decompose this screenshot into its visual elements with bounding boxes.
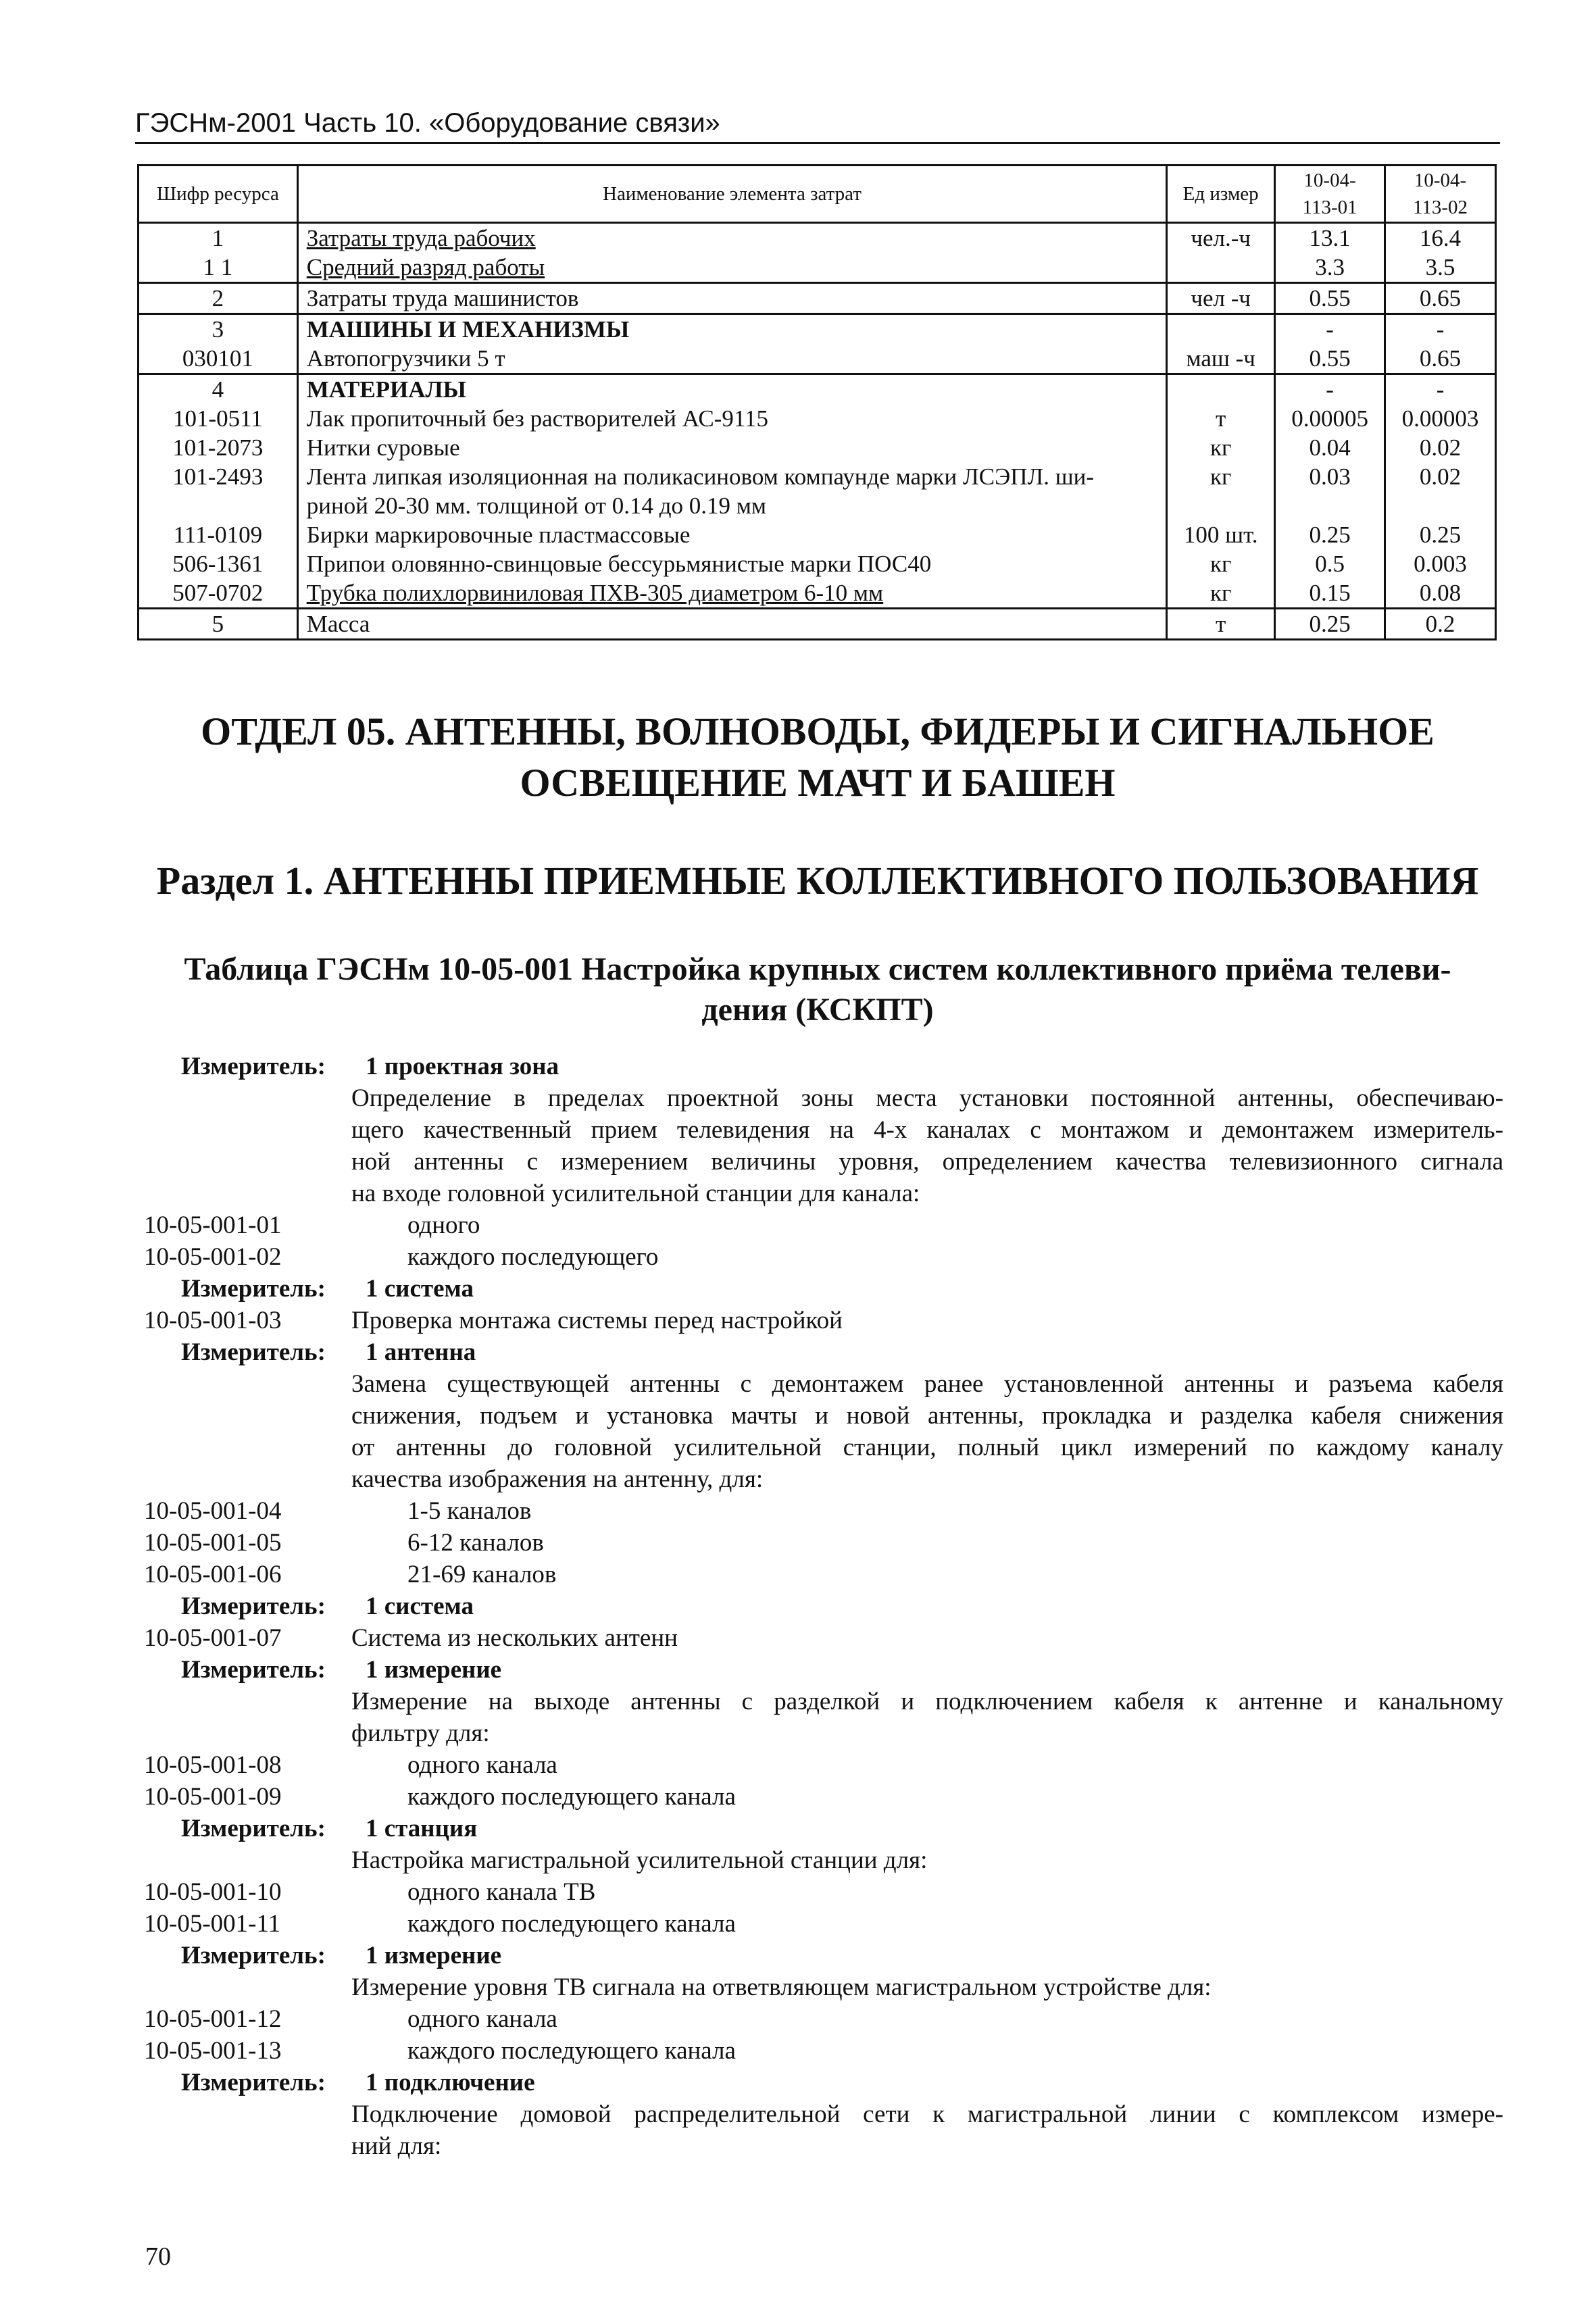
- table-row: 5 Масса т 0.25 0.2: [139, 609, 1496, 640]
- measure-line: Измеритель: 1 измерение: [181, 1942, 502, 1969]
- measure-line: Измеритель: 1 система: [181, 1592, 474, 1620]
- measure-line: Измеритель: 1 станция: [181, 1815, 478, 1842]
- measure-line: Измеритель: 1 проектная зона: [181, 1053, 559, 1080]
- norm-item: 10-05-001-05 6-12 каналов: [144, 1529, 544, 1557]
- running-header: ГЭСНм-2001 Часть 10. «Оборудование связи»: [135, 108, 720, 138]
- section-title: Раздел 1. АНТЕННЫ ПРИЕМНЫЕ КОЛЛЕКТИВНОГО ПОЛЬЗОВАНИЯ: [156, 859, 1479, 903]
- measure-line: Измеритель: 1 антенна: [181, 1338, 476, 1366]
- table-row: 101-2073 Нитки суровые кг 0.04 0.02: [139, 433, 1496, 462]
- norm-item: 10-05-001-03 Проверка монтажа системы перед настройкой: [144, 1307, 843, 1334]
- work-description: Замена существующей антенны с демонтажем ранее установленной антенны и разъема кабеля снижения, подъем и установка мачты и новой антенны, прокладка и разделка кабеля снижения от антенны до головной усилительной станции, полный цикл измерений по каждому каналу качества изображения на антенну, для:: [351, 1370, 1503, 1493]
- col-header-unit: Ед измер: [1167, 166, 1275, 223]
- table-row: 111-0109 Бирки маркировочные пластмассовые 100 шт. 0.25 0.25: [139, 520, 1496, 549]
- table-row: 4 МАТЕРИАЛЫ - -: [139, 374, 1496, 405]
- table-row: 3 МАШИНЫ И МЕХАНИЗМЫ - -: [139, 314, 1496, 345]
- norm-item: 10-05-001-09 каждого последующего канала: [144, 1783, 736, 1811]
- norm-item: 10-05-001-04 1-5 каналов: [144, 1497, 532, 1525]
- col-header-norm-2: 10-04- 113-02: [1385, 166, 1496, 223]
- page-number: 70: [145, 2242, 171, 2271]
- work-description: Определение в пределах проектной зоны места установки постоянной антенны, обеспечиваю- щего качественный прием телевидения на 4-х каналах с монтажом и демонтажем измеритель- ной антенны с измерением величины уровня, определением качества телевизионного сигнала на входе головной усилительной станции для канала:: [351, 1084, 1503, 1207]
- norm-item: 10-05-001-08 одного канала: [144, 1751, 557, 1779]
- table-row: 101-0511 Лак пропиточный без растворителей АС-9115 т 0.00005 0.00003: [139, 404, 1496, 433]
- work-description: Измерение на выходе антенны с разделкой и подключением кабеля к антенне и канальному фильтру для:: [351, 1688, 1503, 1747]
- table-row: 506-1361 Припои оловянно-свинцовые бессурьмянистые марки ПОС40 кг 0.5 0.003: [139, 549, 1496, 578]
- work-description: Подключение домовой распределительной сети к магистральной линии с комплексом измере- ний для:: [351, 2101, 1503, 2160]
- table-header-row: [139, 166, 1496, 223]
- norm-specification: [144, 1051, 1502, 2162]
- norm-item: 10-05-001-01 одного: [144, 1211, 480, 1239]
- table-row: 101-2493 Лента липкая изоляционная на поликасиновом компаунде марки ЛСЭПЛ. ши- риной 20-30 мм. толщиной от 0.14 до 0.19 мм кг 0.03 0.02: [139, 462, 1496, 520]
- norm-item: 10-05-001-02 каждого последующего: [144, 1243, 659, 1271]
- col-header-code: Шифр ресурса: [139, 166, 298, 223]
- table-row: 507-0702 Трубка полихлорвиниловая ПХВ-305 диаметром 6-10 мм кг 0.15 0.08: [139, 578, 1496, 609]
- table-row: 1 1 Средний разряд работы 3.3 3.5: [139, 253, 1496, 283]
- norm-item: 10-05-001-11 каждого последующего канала: [144, 1910, 736, 1938]
- col-header-name: Наименование элемента затрат: [297, 166, 1167, 223]
- norm-item: 10-05-001-12 одного канала: [144, 2005, 557, 2033]
- work-description: Настройка магистральной усилительной станции для:: [351, 1846, 928, 1874]
- department-title: ОТДЕЛ 05. АНТЕННЫ, ВОЛНОВОДЫ, ФИДЕРЫ И СИГНАЛЬНОЕ ОСВЕЩЕНИЕ МАЧТ И БАШЕН: [201, 709, 1435, 805]
- work-description: Измерение уровня ТВ сигнала на ответвляющем магистральном устройстве для:: [351, 1973, 1212, 2001]
- norm-item: 10-05-001-07 Система из нескольких антенн: [144, 1624, 678, 1652]
- table-row: 2 Затраты труда машинистов чел -ч 0.55 0.65: [139, 283, 1496, 314]
- resource-table: [137, 164, 1497, 640]
- norm-item: 10-05-001-10 одного канала ТВ: [144, 1878, 596, 1906]
- measure-line: Измеритель: 1 измерение: [181, 1656, 502, 1684]
- measure-line: Измеритель: 1 система: [181, 1275, 474, 1303]
- norm-table-title: Таблица ГЭСНм 10-05-001 Настройка крупных систем коллективного приёма телеви- дения (КСКПТ): [184, 951, 1451, 1028]
- norm-item: 10-05-001-13 каждого последующего канала: [144, 2037, 736, 2065]
- measure-line: Измеритель: 1 подключение: [181, 2069, 535, 2096]
- table-row: 1 Затраты труда рабочих чел.-ч 13.1 16.4: [139, 223, 1496, 253]
- header-rule: [135, 142, 1500, 144]
- norm-item: 10-05-001-06 21-69 каналов: [144, 1561, 557, 1588]
- table-row: 030101 Автопогрузчики 5 т маш -ч 0.55 0.65: [139, 344, 1496, 374]
- col-header-norm-1: 10-04- 113-01: [1275, 166, 1385, 223]
